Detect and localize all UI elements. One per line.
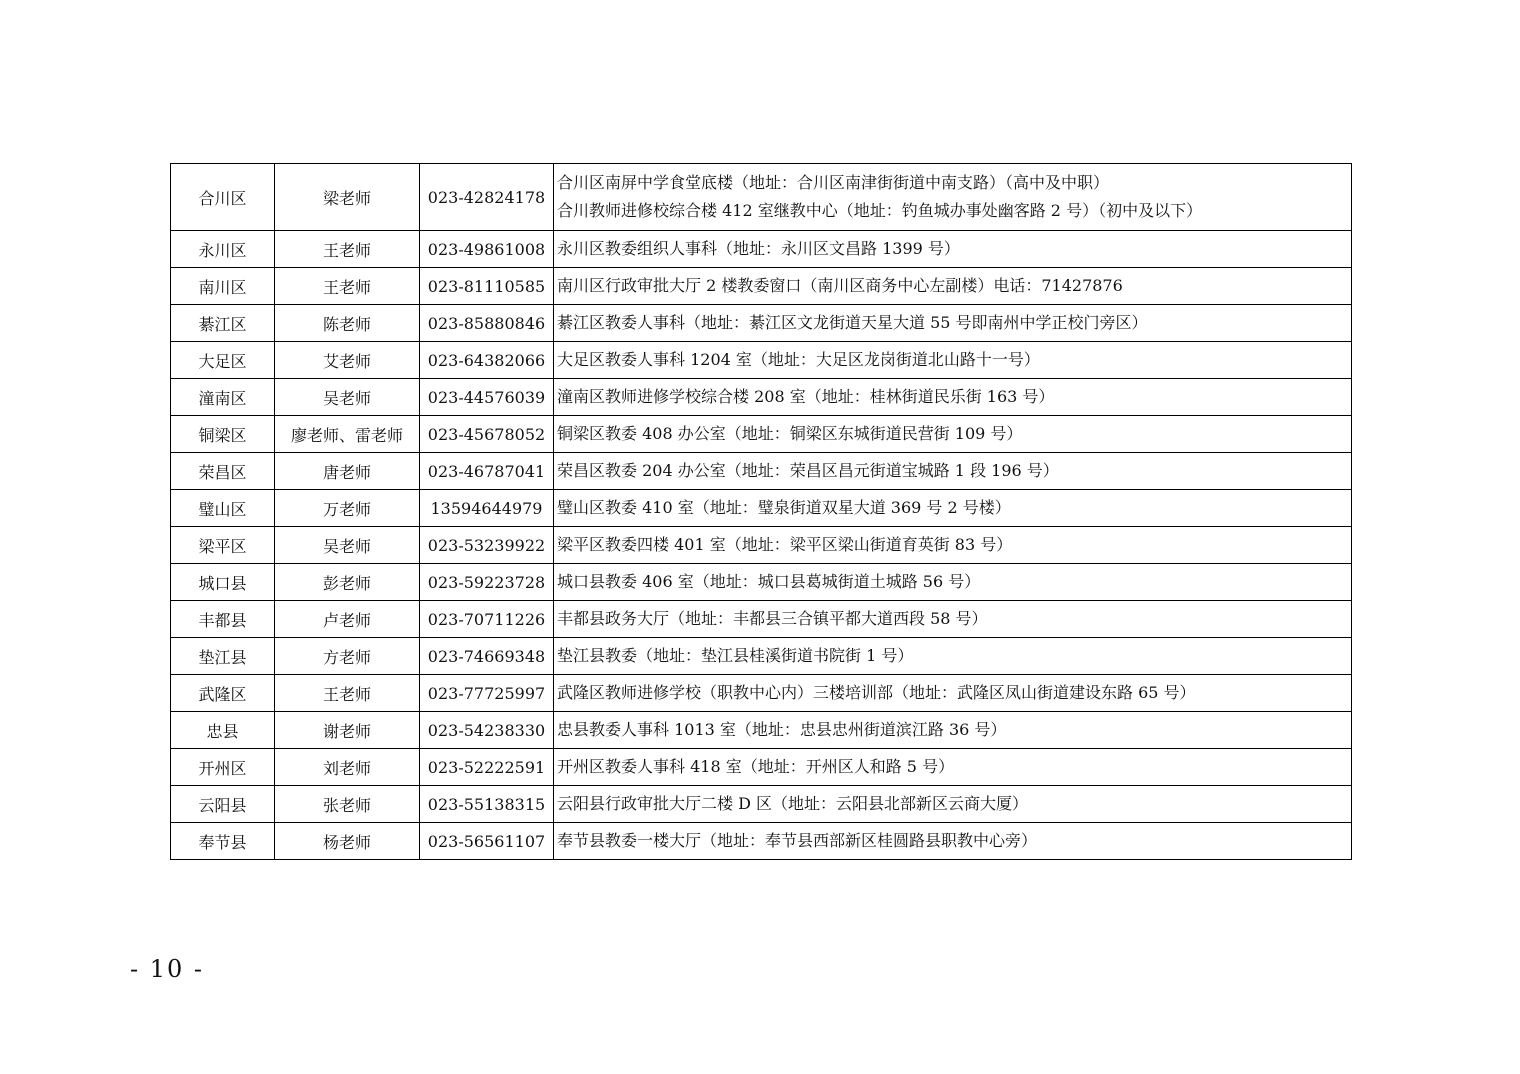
district-cell: 南川区 — [171, 268, 275, 305]
district-cell: 云阳县 — [171, 786, 275, 823]
address-line: 垫江县教委（地址：垫江县桂溪街道书院街 1 号） — [557, 646, 914, 665]
address-cell — [554, 786, 1352, 823]
address-cell — [554, 490, 1352, 527]
district-cell: 綦江区 — [171, 305, 275, 342]
address-line: 南川区行政审批大厅 2 楼教委窗口（南川区商务中心左副楼）电话：71427876 — [557, 276, 1123, 295]
address-line: 梁平区教委四楼 401 室（地址：梁平区梁山街道育英街 83 号） — [557, 535, 1013, 554]
address-line: 武隆区教师进修学校（职教中心内）三楼培训部（地址：武隆区凤山街道建设东路 65 号） — [557, 683, 1196, 702]
contact-person-cell: 梁老师 — [275, 164, 420, 231]
address-cell — [554, 823, 1352, 860]
address-line: 云阳县行政审批大厅二楼 D 区（地址：云阳县北部新区云商大厦） — [557, 794, 1029, 813]
address-line: 荣昌区教委 204 办公室（地址：荣昌区昌元街道宝城路 1 段 196 号） — [557, 461, 1059, 480]
table-row — [171, 164, 1352, 231]
address-cell — [554, 749, 1352, 786]
address-cell — [554, 712, 1352, 749]
phone-cell: 023-46787041 — [420, 453, 554, 490]
district-cell: 大足区 — [171, 342, 275, 379]
address-cell — [554, 564, 1352, 601]
page-number: - 10 - — [130, 955, 205, 983]
phone-cell: 023-45678052 — [420, 416, 554, 453]
phone-cell: 023-59223728 — [420, 564, 554, 601]
table-row — [171, 453, 1352, 490]
contact-person-cell: 彭老师 — [275, 564, 420, 601]
address-cell — [554, 379, 1352, 416]
address-cell — [554, 601, 1352, 638]
district-cell: 合川区 — [171, 164, 275, 231]
phone-cell: 023-44576039 — [420, 379, 554, 416]
contact-person-cell: 王老师 — [275, 675, 420, 712]
contact-person-cell: 廖老师、雷老师 — [275, 416, 420, 453]
district-cell: 荣昌区 — [171, 453, 275, 490]
table-row — [171, 675, 1352, 712]
address-line: 开州区教委人事科 418 室（地址：开州区人和路 5 号） — [557, 757, 955, 776]
district-cell: 奉节县 — [171, 823, 275, 860]
phone-cell: 023-54238330 — [420, 712, 554, 749]
contact-person-cell: 王老师 — [275, 268, 420, 305]
table-row — [171, 749, 1352, 786]
address-cell — [554, 453, 1352, 490]
address-line: 大足区教委人事科 1204 室（地址：大足区龙岗街道北山路十一号） — [557, 350, 1040, 369]
phone-cell: 023-53239922 — [420, 527, 554, 564]
table-row — [171, 490, 1352, 527]
phone-cell: 023-81110585 — [420, 268, 554, 305]
table-row — [171, 231, 1352, 268]
address-line: 合川教师进修校综合楼 412 室继教中心（地址：钓鱼城办事处幽客路 2 号）（初中及以下） — [557, 201, 1203, 220]
address-line: 合川区南屏中学食堂底楼（地址：合川区南津街街道中南支路）（高中及中职） — [557, 173, 1110, 192]
contact-person-cell: 谢老师 — [275, 712, 420, 749]
address-line: 潼南区教师进修学校综合楼 208 室（地址：桂林街道民乐街 163 号） — [557, 387, 1055, 406]
phone-cell: 023-85880846 — [420, 305, 554, 342]
contact-person-cell: 卢老师 — [275, 601, 420, 638]
table-row — [171, 712, 1352, 749]
contact-person-cell: 万老师 — [275, 490, 420, 527]
district-cell: 璧山区 — [171, 490, 275, 527]
table-row — [171, 527, 1352, 564]
district-cell: 开州区 — [171, 749, 275, 786]
address-cell — [554, 305, 1352, 342]
address-cell — [554, 231, 1352, 268]
address-cell — [554, 164, 1352, 231]
district-cell: 丰都县 — [171, 601, 275, 638]
district-cell: 铜梁区 — [171, 416, 275, 453]
contact-person-cell: 王老师 — [275, 231, 420, 268]
contact-table — [170, 163, 1352, 860]
table-row — [171, 268, 1352, 305]
address-line: 綦江区教委人事科（地址：綦江区文龙街道天星大道 55 号即南州中学正校门旁区） — [557, 313, 1148, 332]
contact-person-cell: 杨老师 — [275, 823, 420, 860]
contact-person-cell: 艾老师 — [275, 342, 420, 379]
district-cell: 梁平区 — [171, 527, 275, 564]
contact-table-body — [171, 164, 1352, 860]
table-row — [171, 342, 1352, 379]
phone-cell: 023-52222591 — [420, 749, 554, 786]
address-line: 铜梁区教委 408 办公室（地址：铜梁区东城街道民营街 109 号） — [557, 424, 1023, 443]
table-row — [171, 564, 1352, 601]
address-cell — [554, 342, 1352, 379]
address-cell — [554, 638, 1352, 675]
address-line: 丰都县政务大厅（地址：丰都县三合镇平都大道西段 58 号） — [557, 609, 988, 628]
phone-cell: 13594644979 — [420, 490, 554, 527]
address-cell — [554, 675, 1352, 712]
address-line: 永川区教委组织人事科（地址：永川区文昌路 1399 号） — [557, 239, 960, 258]
address-line: 奉节县教委一楼大厅（地址：奉节县西部新区桂圆路县职教中心旁） — [557, 831, 1038, 850]
address-line: 忠县教委人事科 1013 室（地址：忠县忠州街道滨江路 36 号） — [557, 720, 1007, 739]
contact-person-cell: 吴老师 — [275, 527, 420, 564]
table-row — [171, 305, 1352, 342]
address-line: 璧山区教委 410 室（地址：璧泉街道双星大道 369 号 2 号楼） — [557, 498, 1011, 517]
contact-person-cell: 陈老师 — [275, 305, 420, 342]
district-cell: 潼南区 — [171, 379, 275, 416]
address-cell — [554, 416, 1352, 453]
table-row — [171, 416, 1352, 453]
table-row — [171, 786, 1352, 823]
contact-person-cell: 方老师 — [275, 638, 420, 675]
district-cell: 武隆区 — [171, 675, 275, 712]
table-row — [171, 379, 1352, 416]
phone-cell: 023-77725997 — [420, 675, 554, 712]
table-row — [171, 601, 1352, 638]
district-cell: 垫江县 — [171, 638, 275, 675]
district-cell: 忠县 — [171, 712, 275, 749]
contact-person-cell: 刘老师 — [275, 749, 420, 786]
phone-cell: 023-56561107 — [420, 823, 554, 860]
phone-cell: 023-64382066 — [420, 342, 554, 379]
address-cell — [554, 268, 1352, 305]
contact-person-cell: 张老师 — [275, 786, 420, 823]
table-row — [171, 823, 1352, 860]
address-line: 城口县教委 406 室（地址：城口县葛城街道土城路 56 号） — [557, 572, 981, 591]
phone-cell: 023-74669348 — [420, 638, 554, 675]
phone-cell: 023-42824178 — [420, 164, 554, 231]
district-cell: 城口县 — [171, 564, 275, 601]
phone-cell: 023-70711226 — [420, 601, 554, 638]
phone-cell: 023-55138315 — [420, 786, 554, 823]
district-cell: 永川区 — [171, 231, 275, 268]
table-row — [171, 638, 1352, 675]
address-cell — [554, 527, 1352, 564]
contact-person-cell: 唐老师 — [275, 453, 420, 490]
contact-person-cell: 吴老师 — [275, 379, 420, 416]
phone-cell: 023-49861008 — [420, 231, 554, 268]
